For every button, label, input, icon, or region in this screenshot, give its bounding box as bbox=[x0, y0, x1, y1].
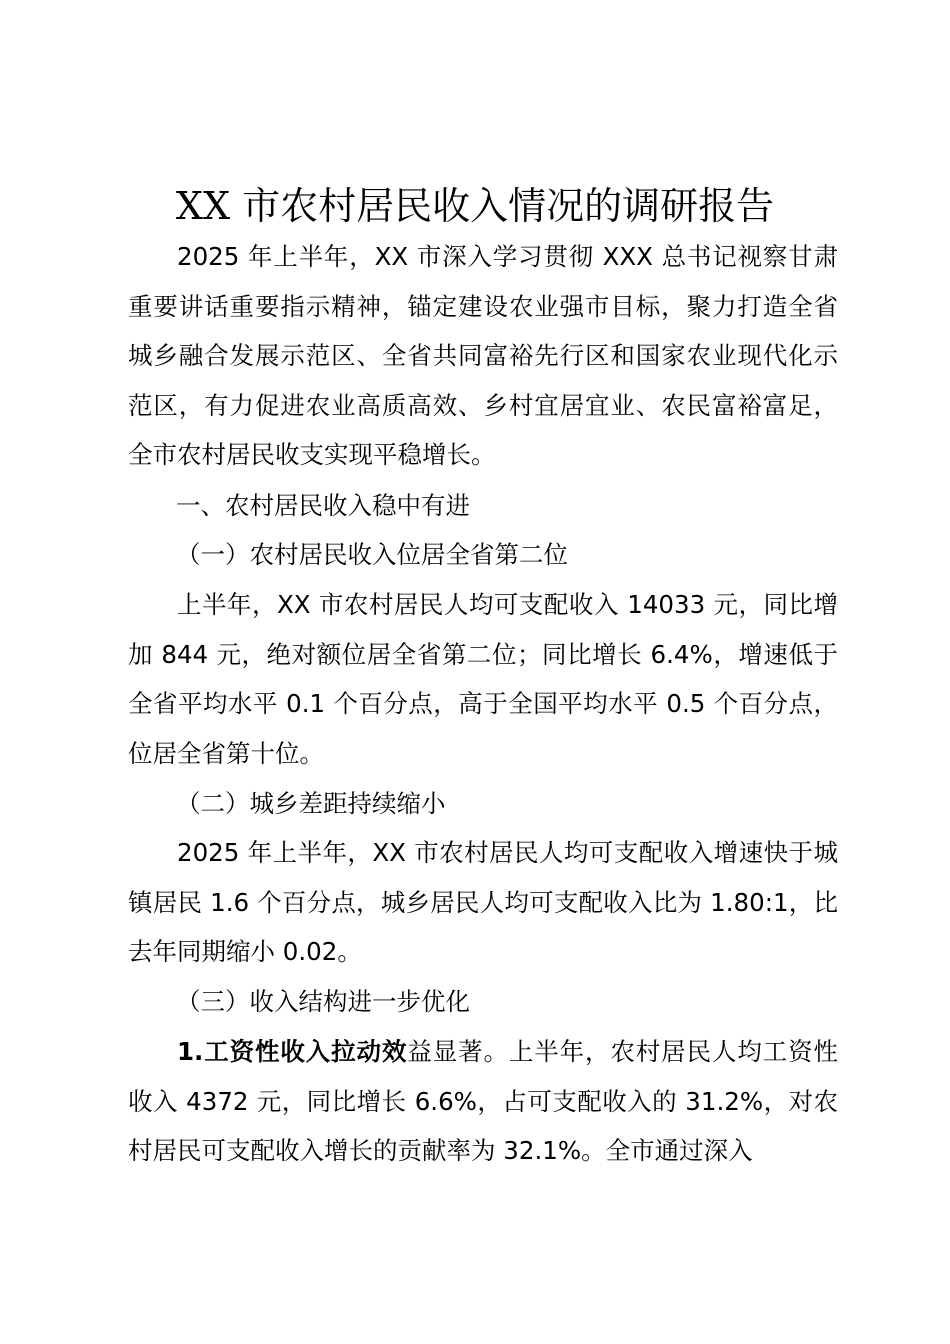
subsection-paragraph-1: 上半年，XX 市农村居民人均可支配收入 14033 元，同比增加 844 元，绝对额位居全省第二位；同比增长 6.4%，增速低于全省平均水平 0.1 个百分点，高于全国平均水平 0.5 个百分点，位居全省第十位。 bbox=[128, 590, 838, 768]
subsection-paragraph-2: 2025 年上半年，XX 市农村居民人均可支配收入增速快于城镇居民 1.6 个百分点，城乡居民人均可支配收入比为 1.80:1，比去年同期缩小 0.02。 bbox=[128, 838, 838, 966]
subsection-heading-2: （二）城乡差距持续缩小 bbox=[176, 789, 446, 818]
subsection-heading-1: （一）农村居民收入位居全省第二位 bbox=[176, 540, 568, 569]
subsection-heading-3: （三）收入结构进一步优化 bbox=[176, 987, 470, 1016]
intro-paragraph: 2025 年上半年，XX 市深入学习贯彻 XXX 总书记视察甘肃重要讲话重要指示精神，锚定建设农业强市目标，聚力打造全省城乡融合发展示范区、全省共同富裕先行区和国家农业现代化示范区，有力促进农业高质高效、乡村宜居宜业、农民富裕富足，全市农村居民收支实现平稳增长。 bbox=[128, 242, 838, 469]
item-1-text: 益显著。上半年，农村居民人均工资性收入 4372 元，同比增长 6.6%，占可支配收入的 31.2%，对农村居民可支配收入增长的贡献率为 32.1%。全市通过深入 bbox=[128, 1037, 838, 1165]
section-heading-1: 一、农村居民收入稳中有进 bbox=[176, 491, 470, 520]
document-title: XX 市农村居民收入情况的调研报告 bbox=[175, 184, 775, 228]
item-1-bold-lead: 1.工资性收入拉动效 bbox=[177, 1037, 408, 1066]
item-paragraph-1 bbox=[128, 1027, 838, 1176]
